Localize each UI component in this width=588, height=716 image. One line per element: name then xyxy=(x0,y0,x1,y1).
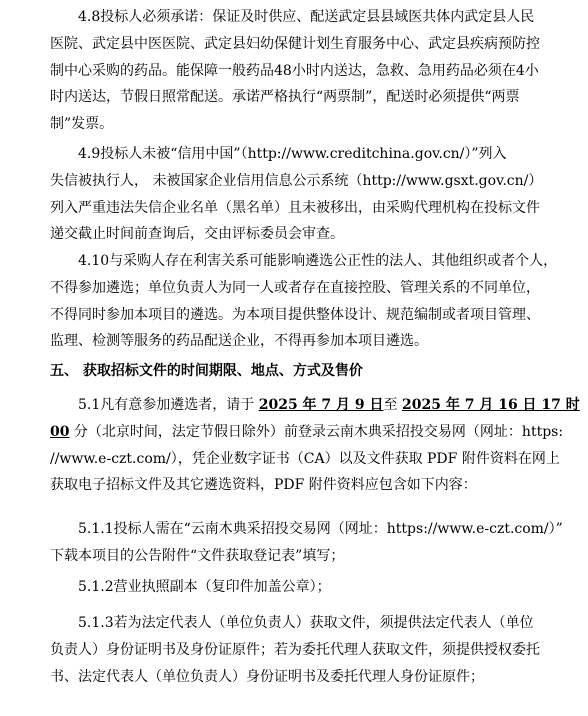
text-line: 监理、检测等服务的药品配送企业，不得再参加本项目遴选。 xyxy=(50,333,428,350)
text-line: 制中心采购的药品。能保障一般药品48小时内送达，急救、急用药品必须在4小 xyxy=(50,62,539,79)
text-line: 4.9投标人未被“信用中国”（http://www.creditchina.gov.cn/）”列入 xyxy=(78,146,507,162)
text-line: //www.e-czt.com/），凭企业数字证书（CA）以及文件获取 PDF 附件资料在网上 xyxy=(50,450,560,467)
text-line xyxy=(50,419,564,446)
text-line: 失信被执行人， 未被国家企业信用信息公示系统（http://www.gsxt.gov.cn/） xyxy=(50,172,543,189)
text-run: 至 xyxy=(383,397,402,413)
section-heading-5: 五、 获取招标文件的时间期限、地点、方式及售价 xyxy=(50,363,363,379)
text-line: 5.1.1投标人需在“云南木典采招投交易网（网址：https://www.e-czt.com/）” xyxy=(78,521,563,537)
text-run: 分（北京时间，法定节假日除外）前登录云南木典采招投交易网（网址：https: xyxy=(69,423,564,440)
paragraph-4-9 xyxy=(50,141,550,248)
paragraph-5-1-1 xyxy=(50,516,563,570)
text-line: 负责人）身份证明书及身份证原件；若为委托代理人获取文件，须提供授权委托 xyxy=(50,641,540,658)
text-line: 递交截止时间前查询后，交由评标委员会审查。 xyxy=(50,226,344,243)
text-line: 列入严重违法失信企业名单（黑名单）且未被移出，由采购代理机构在投标文件 xyxy=(50,199,540,216)
text-line: 不得同时参加本项目的遴选。为本项目提供整体设计、规范编制或者项目管理、 xyxy=(50,306,540,323)
text-line: 医院、武定县中医医院、武定县妇幼保健计划生育服务中心、武定县疾病预防控 xyxy=(50,35,540,52)
paragraph-5-1-2 xyxy=(50,574,550,601)
text-line: 时内送达，节假日照常配送。承诺严格执行“两票制”，配送时必须提供“两票 xyxy=(50,89,520,106)
text-line xyxy=(50,392,580,419)
text-run: 5.1凡有意参加遴选者，请于 xyxy=(78,397,259,413)
paragraph-5-1-3 xyxy=(50,610,550,690)
end-date: 2025 年 7 月 16 日 17 时 xyxy=(402,397,580,413)
text-line: 5.1.3若为法定代表人（单位负责人）获取文件，须提供法定代表人（单位 xyxy=(78,615,534,631)
start-date: 2025 年 7 月 9 日 xyxy=(258,397,384,413)
paragraph-4-8 xyxy=(50,4,550,138)
paragraph-4-10 xyxy=(50,248,558,355)
text-line: 4.10与采购人存在利害关系可能影响遴选公正性的法人、其他组织或者个人， xyxy=(78,253,558,269)
text-line: 书、法定代表人（单位负责人）身份证明书及委托代理人身份证原件； xyxy=(50,668,484,685)
text-line: 下载本项目的公告附件“文件获取登记表”填写； xyxy=(50,547,345,564)
text-line: 制”发票。 xyxy=(50,116,114,133)
paragraph-5-1 xyxy=(50,392,580,499)
text-line: 5.1.2营业执照副本（复印件加盖公章）； xyxy=(78,579,331,595)
text-line: 获取电子招标文件及其它遴选资料，PDF 附件资料应包含如下内容： xyxy=(50,477,477,494)
text-line: 不得参加遴选；单位负责人为同一人或者存在直接控股、管理关系的不同单位， xyxy=(50,279,540,296)
end-minute: 00 xyxy=(50,423,70,440)
text-line: 4.8投标人必须承诺：保证及时供应、配送武定县县域医共体内武定县人民 xyxy=(78,9,535,25)
